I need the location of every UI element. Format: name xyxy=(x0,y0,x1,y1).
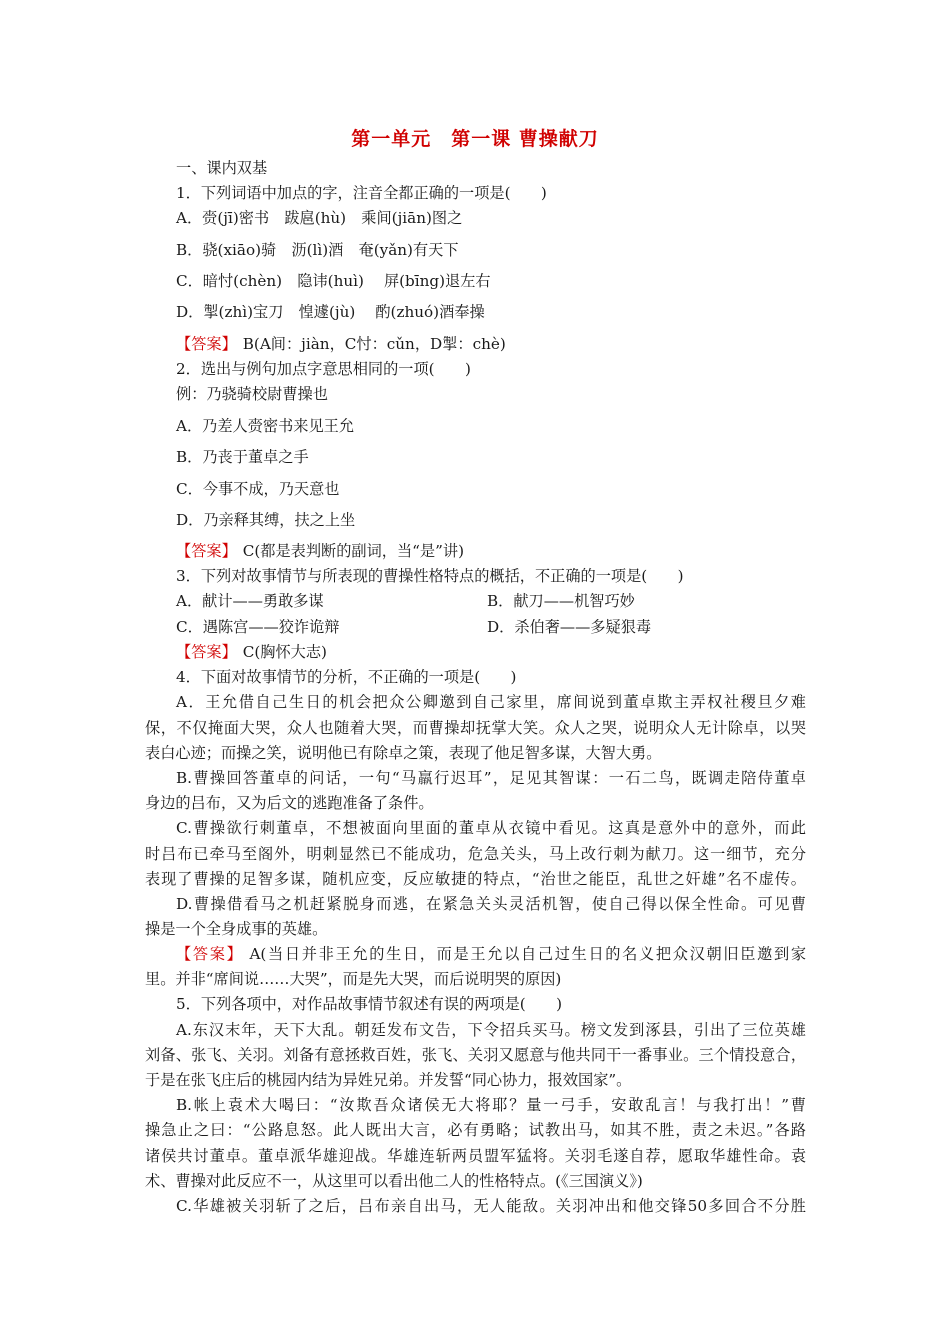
q4-answer xyxy=(176,944,806,964)
answer-label: 【答案】 xyxy=(176,335,237,353)
section-heading: 一、课内双基 xyxy=(176,159,268,177)
q5-option-b-line4: 术、曹操对此反应不一，从这里可以看出他二人的性格特点。(《三国演义》) xyxy=(145,1172,643,1190)
answer-label: 【答案】 xyxy=(176,945,244,963)
q3-answer-text: C(胸怀大志) xyxy=(242,643,327,661)
q3-option-b: B．献刀——机智巧妙 xyxy=(487,592,635,610)
q2-option-d: D．乃亲释其缚，扶之上坐 xyxy=(176,511,356,529)
q5-option-a-line3: 于是在张飞庄后的桃园内结为异姓兄弟。并发誓“同心协力，报效国家”。 xyxy=(145,1071,632,1089)
q2-example: 例：乃骁骑校尉曹操也 xyxy=(176,385,328,403)
q1-answer-text: B(A间：jiàn，C忖：cǔn，D掣：chè) xyxy=(242,335,506,353)
q4-option-b-line1: B.曹操回答董卓的问话，一句“马羸行迟耳”，足见其智谋：一石二鸟，既调走陪侍董卓 xyxy=(176,769,806,787)
q2-option-b: B．乃丧于董卓之手 xyxy=(176,448,309,466)
q4-answer-text-line2: 里。并非“席间说……大哭”，而是先大哭，而后说明哭的原因) xyxy=(145,970,562,988)
q3-option-a: A．献计——勇敢多谋 xyxy=(176,592,324,610)
q4-option-c-line3: 表现了曹操的足智多谋，随机应变，反应敏捷的特点，“治世之能臣，乱世之奸雄”名不虚传。 xyxy=(145,870,806,888)
page-title: 第一单元 第一课 曹操献刀 xyxy=(351,128,599,150)
q1-option-d: D．掣(zhì)宝刀 惶遽(jù) 酌(zhuó)酒奉操 xyxy=(176,303,485,321)
q5-option-c-line1: C.华雄被关羽斩了之后，吕布亲自出马，无人能敌。关羽冲出和他交锋50多回合不分胜 xyxy=(176,1197,806,1215)
q4-option-d-line1: D.曹操借看马之机赶紧脱身而逃，在紧急关头灵活机智，使自己得以保全性命。可见曹 xyxy=(176,895,806,913)
q3-option-c: C．遇陈宫——狡诈诡辩 xyxy=(176,618,340,636)
q5-option-a-line1: A.东汉末年，天下大乱。朝廷发布文告，下令招兵买马。榜文发到涿县，引出了三位英雄 xyxy=(176,1021,806,1039)
q5-option-b-line2: 操急止之曰：“公路息怒。此人既出大言，必有勇略；试教出马，如其不胜，责之未迟。”各路 xyxy=(145,1121,806,1139)
q4-option-a-line2: 保，不仅掩面大哭，众人也随着大哭，而曹操却抚掌大笑。众人之哭，说明众人无计除卓，以哭 xyxy=(145,719,806,737)
q4-option-c-line2: 时吕布已牵马至阁外，明刺显然已不能成功，危急关头，马上改行刺为献刀。这一细节，充分 xyxy=(145,845,806,863)
q4-option-d-line2: 操是一个全身成事的英雄。 xyxy=(145,920,328,938)
answer-label: 【答案】 xyxy=(176,643,237,661)
q2-option-c: C．今事不成，乃天意也 xyxy=(176,480,340,498)
q1-stem: 1．下列词语中加点的字，注音全都正确的一项是( ) xyxy=(176,184,547,202)
q2-stem: 2．选出与例句加点字意思相同的一项( ) xyxy=(176,360,471,378)
q1-option-a: A．赍(jī)密书 跋扈(hù) 乘间(jiān)图之 xyxy=(176,209,463,227)
q4-answer-text-line1: A(当日并非王允的生日，而是王允以自己过生日的名义把众汉朝旧臣邀到家 xyxy=(249,945,807,963)
q2-answer-text: C(都是表判断的副词，当“是”讲) xyxy=(242,542,464,560)
q4-stem: 4．下面对故事情节的分析，不正确的一项是( ) xyxy=(176,668,517,686)
q5-stem: 5．下列各项中，对作品故事情节叙述有误的两项是( ) xyxy=(176,995,563,1013)
q1-option-c: C．暗忖(chèn) 隐讳(huì) 屏(bīng)退左右 xyxy=(176,272,491,290)
answer-label: 【答案】 xyxy=(176,542,237,560)
q3-answer xyxy=(176,642,327,662)
q5-option-b-line1: B.帐上袁术大喝曰：“汝欺吾众诸侯无大将耶？量一弓手，安敢乱言！与我打出！”曹 xyxy=(176,1096,806,1114)
q1-answer xyxy=(176,334,506,354)
q3-stem: 3．下列对故事情节与所表现的曹操性格特点的概括，不正确的一项是( ) xyxy=(176,567,684,585)
q2-answer xyxy=(176,541,464,561)
q4-option-a-line3: 表白心迹；而操之笑，说明他已有除卓之策，表现了他足智多谋，大智大勇。 xyxy=(145,744,662,762)
q5-option-a-line2: 刘备、张飞、关羽。刘备有意拯救百姓，张飞、关羽又愿意与他共同干一番事业。三个情投意合， xyxy=(145,1046,806,1064)
q3-option-d: D．杀伯奢——多疑狠毒 xyxy=(487,618,652,636)
q5-option-b-line3: 诸侯共讨董卓。董卓派华雄迎战。华雄连斩两员盟军猛将。关羽毛遂自荐，愿取华雄性命。袁 xyxy=(145,1147,806,1165)
q1-option-b: B．骁(xiāo)骑 沥(lì)酒 奄(yǎn)有天下 xyxy=(176,241,459,259)
q4-option-a-line1: A．王允借自己生日的机会把众公卿邀到自己家里，席间说到董卓欺主弄权社稷旦夕难 xyxy=(176,693,806,711)
q4-option-c-line1: C.曹操欲行刺董卓，不想被面向里面的董卓从衣镜中看见。这真是意外中的意外，而此 xyxy=(176,819,806,837)
q4-option-b-line2: 身边的吕布，又为后文的逃跑准备了条件。 xyxy=(145,794,434,812)
q2-option-a: A．乃差人赍密书来见王允 xyxy=(176,417,355,435)
